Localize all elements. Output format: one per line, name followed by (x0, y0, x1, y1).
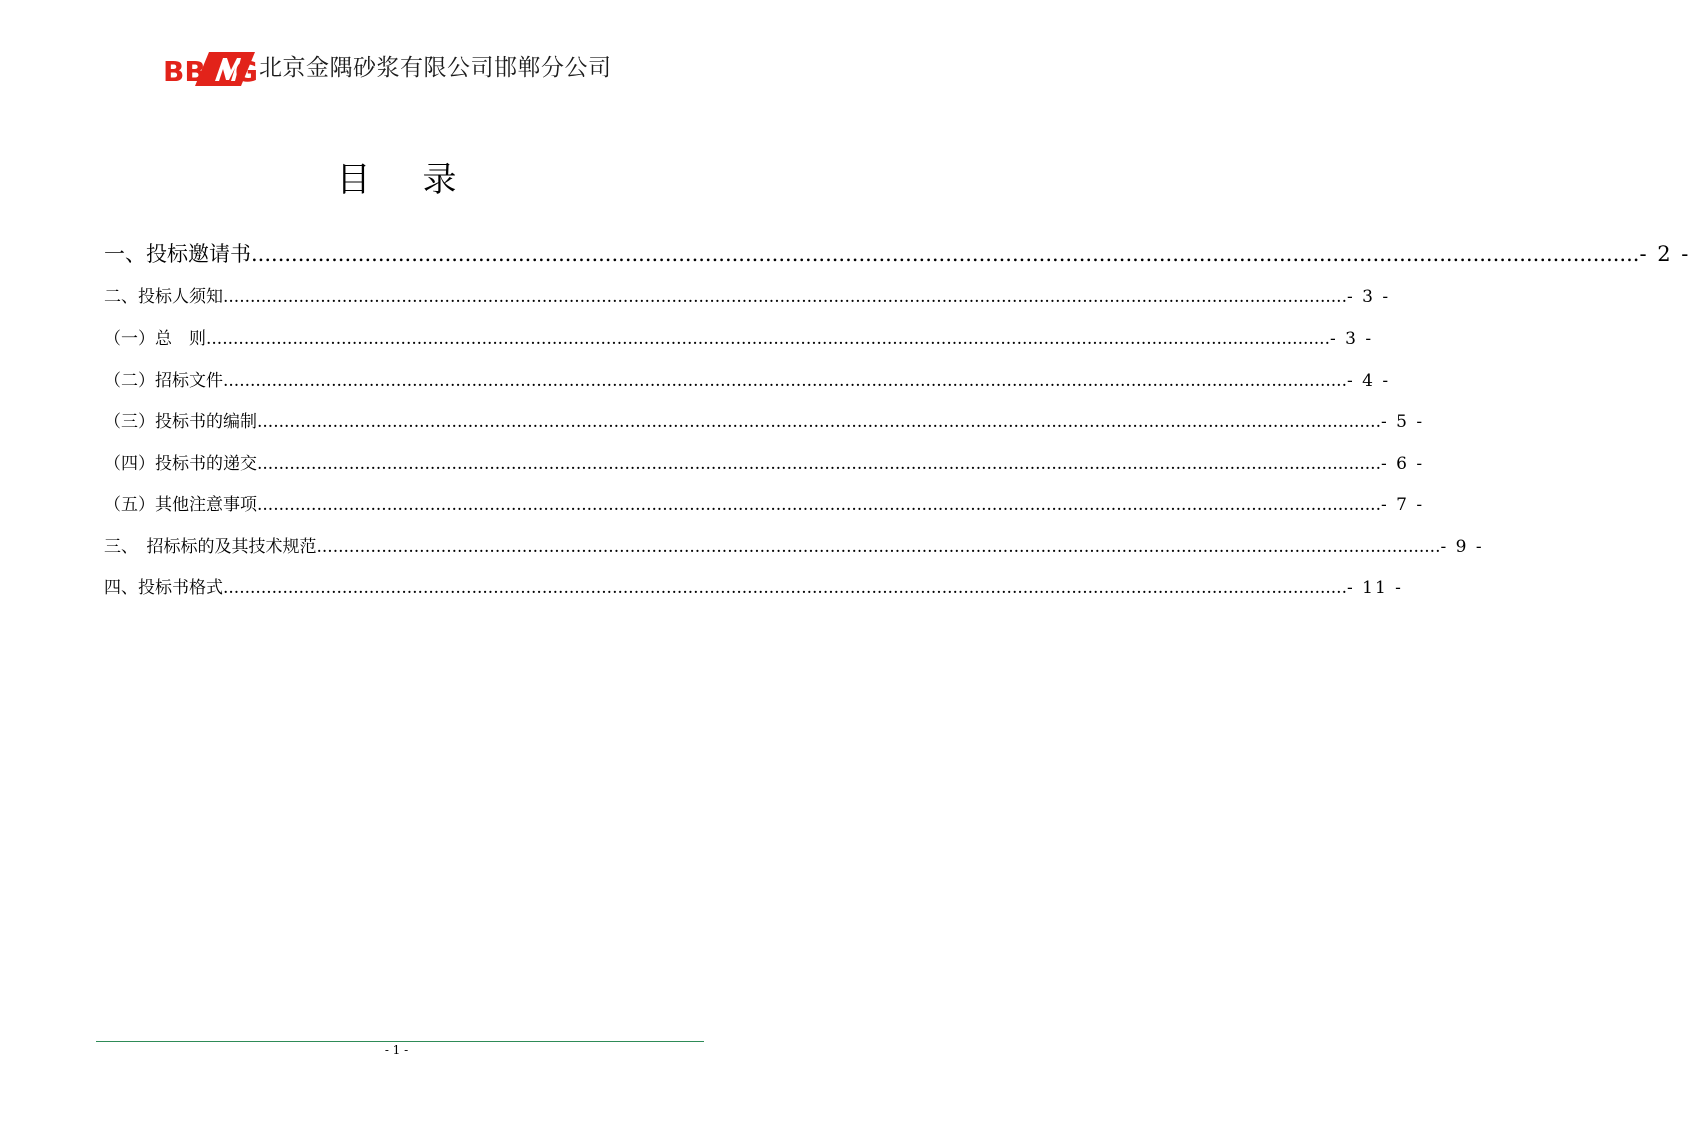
toc-leader-dots (223, 573, 1347, 603)
company-name: 北京金隅砂浆有限公司邯郸分公司 (259, 55, 612, 81)
toc-entry-label: 四、投标书格式 (104, 578, 223, 598)
toc-leader-dots (257, 490, 1381, 520)
toc-entry-page: - 4 - (1347, 371, 1391, 391)
toc-entry-bid-submission[interactable] (104, 449, 1425, 479)
bbmg-logo (163, 48, 258, 88)
toc-entry-label: （一）总 则 (104, 329, 206, 349)
toc-entry-label: 三、 招标标的及其技术规范 (104, 537, 317, 557)
page-title (0, 158, 793, 202)
toc-entry-bid-format[interactable] (104, 573, 1403, 603)
toc-entry-other-notes[interactable] (104, 490, 1425, 520)
toc-leader-dots (206, 324, 1330, 354)
toc-entry-label: （二）招标文件 (104, 371, 223, 391)
toc-leader-dots (257, 407, 1381, 437)
toc-entry-bidder-instructions[interactable] (104, 282, 1391, 312)
toc-entry-invitation[interactable] (104, 236, 1690, 272)
toc-entry-label: （五）其他注意事项 (104, 495, 257, 515)
toc-entry-bid-preparation[interactable] (104, 407, 1425, 437)
toc-entry-label: （三）投标书的编制 (104, 412, 257, 432)
title-char-2: 录 (422, 160, 457, 200)
toc-leader-dots (251, 236, 1639, 272)
toc-entry-page: - 9 - (1440, 537, 1484, 557)
toc-leader-dots (257, 449, 1381, 479)
toc-entry-label: 一、投标邀请书 (104, 242, 251, 266)
toc-entry-label: 二、投标人须知 (104, 287, 223, 307)
toc-entry-page: - 5 - (1381, 412, 1425, 432)
title-char-1: 目 (336, 160, 371, 200)
toc-entry-general[interactable] (104, 324, 1374, 354)
page-header (163, 48, 612, 88)
toc-leader-dots (317, 532, 1441, 562)
toc-entry-label: （四）投标书的递交 (104, 454, 257, 474)
toc-entry-page: - 3 - (1330, 329, 1374, 349)
toc-entry-tender-documents[interactable] (104, 366, 1391, 396)
toc-entry-page: - 7 - (1381, 495, 1425, 515)
toc-leader-dots (223, 282, 1347, 312)
svg-text:BB: BB (163, 55, 206, 88)
footer-page-number: - 1 - (384, 1043, 409, 1057)
toc-entry-technical-specs[interactable] (104, 532, 1484, 562)
toc-entry-page: - 2 - (1639, 242, 1690, 266)
toc-entry-page: - 6 - (1381, 454, 1425, 474)
svg-text:G: G (235, 55, 258, 88)
toc-entry-page: - 11 - (1347, 578, 1403, 598)
toc-entry-page: - 3 - (1347, 287, 1391, 307)
toc-leader-dots (223, 366, 1347, 396)
